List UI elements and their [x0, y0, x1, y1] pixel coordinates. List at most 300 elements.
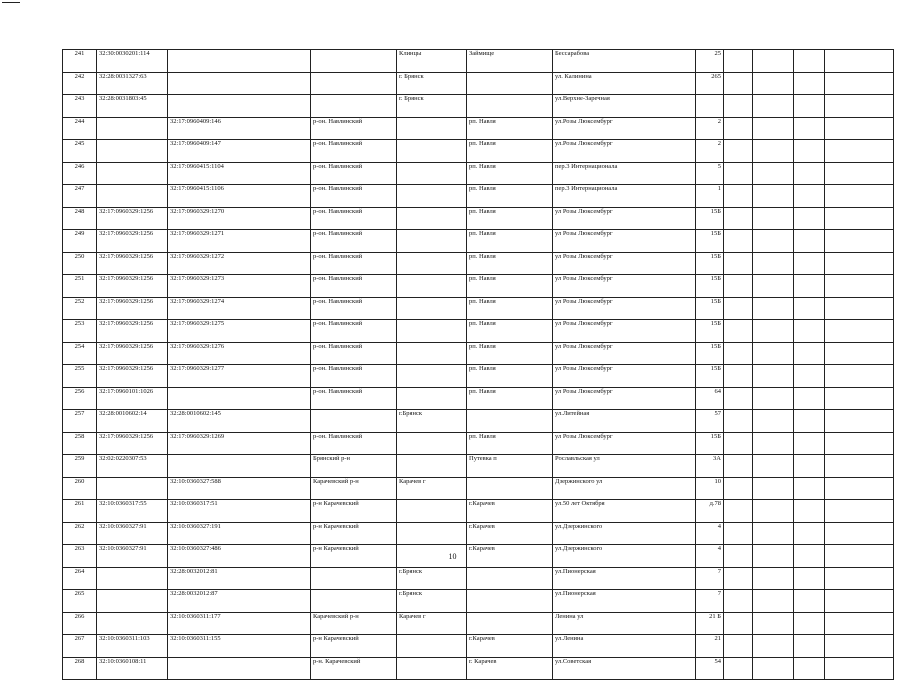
object-cadastral-number-cell: 32:17:0960329:1275: [168, 320, 311, 343]
table-row: [63, 590, 894, 613]
table-row: [63, 567, 894, 590]
empty-cell: [753, 500, 794, 523]
settlement-cell: рп. Навля: [467, 275, 553, 298]
empty-cell: [753, 207, 794, 230]
cadastral-number-cell: 32:28:0031803:45: [97, 95, 168, 118]
empty-cell: [794, 185, 825, 208]
empty-cell: [753, 230, 794, 253]
district-cell: р-н Карачевский: [311, 635, 397, 658]
table-row: [63, 72, 894, 95]
cadastral-number-cell: [97, 162, 168, 185]
district-cell: р-он. Навлинский: [311, 387, 397, 410]
settlement-cell: рп. Навля: [467, 230, 553, 253]
empty-cell: [825, 50, 894, 73]
table-row: [63, 185, 894, 208]
empty-cell: [825, 230, 894, 253]
object-cadastral-number-cell: 32:17:0960415:1106: [168, 185, 311, 208]
empty-cell: [794, 230, 825, 253]
row-number-cell: 267: [63, 635, 97, 658]
street-cell: ул Розы Люксембург: [553, 230, 696, 253]
object-cadastral-number-cell: 32:28:0010602:145: [168, 410, 311, 433]
city-cell: Карачев г: [397, 612, 467, 635]
empty-cell: [794, 477, 825, 500]
street-cell: пер.3 Интернационала: [553, 162, 696, 185]
city-cell: [397, 230, 467, 253]
empty-cell: [724, 72, 753, 95]
house-number-cell: 2: [696, 140, 724, 163]
city-cell: [397, 117, 467, 140]
city-cell: [397, 140, 467, 163]
page-number: 10: [448, 552, 457, 561]
empty-cell: [724, 387, 753, 410]
district-cell: р-н. Карачевский: [311, 657, 397, 680]
city-cell: [397, 522, 467, 545]
object-cadastral-number-cell: 32:10:0360311:177: [168, 612, 311, 635]
cadastral-number-cell: [97, 567, 168, 590]
empty-cell: [825, 410, 894, 433]
settlement-cell: рп. Навля: [467, 117, 553, 140]
table-row: [63, 297, 894, 320]
empty-cell: [794, 657, 825, 680]
table-row: [63, 455, 894, 478]
empty-cell: [724, 477, 753, 500]
object-cadastral-number-cell: [168, 95, 311, 118]
city-cell: [397, 275, 467, 298]
settlement-cell: рп. Навля: [467, 140, 553, 163]
street-cell: ул Розы Люксембург: [553, 275, 696, 298]
street-cell: Рославльская ул: [553, 455, 696, 478]
district-cell: р-он. Навлинский: [311, 252, 397, 275]
empty-cell: [724, 612, 753, 635]
city-cell: г. Брянск: [397, 72, 467, 95]
empty-cell: [724, 162, 753, 185]
empty-cell: [794, 455, 825, 478]
table-row: [63, 432, 894, 455]
empty-cell: [794, 612, 825, 635]
empty-cell: [753, 365, 794, 388]
district-cell: р-н Карачевский: [311, 500, 397, 523]
empty-cell: [794, 342, 825, 365]
cadastral-number-cell: 32:17:0960329:1256: [97, 342, 168, 365]
house-number-cell: 25: [696, 50, 724, 73]
house-number-cell: 265: [696, 72, 724, 95]
city-cell: Клинцы: [397, 50, 467, 73]
empty-cell: [753, 117, 794, 140]
empty-cell: [825, 477, 894, 500]
empty-cell: [794, 365, 825, 388]
district-cell: р-он. Навлинский: [311, 275, 397, 298]
cadastral-number-cell: 32:17:0960101:1026: [97, 387, 168, 410]
object-cadastral-number-cell: [168, 50, 311, 73]
row-number-cell: 255: [63, 365, 97, 388]
object-cadastral-number-cell: 32:17:0960415:1104: [168, 162, 311, 185]
empty-cell: [724, 275, 753, 298]
empty-cell: [724, 50, 753, 73]
empty-cell: [794, 72, 825, 95]
empty-cell: [825, 95, 894, 118]
empty-cell: [753, 72, 794, 95]
city-cell: [397, 635, 467, 658]
house-number-cell: 64: [696, 387, 724, 410]
scan-corner-mark: [2, 2, 20, 3]
house-number-cell: 1: [696, 185, 724, 208]
empty-cell: [825, 185, 894, 208]
house-number-cell: 3А: [696, 455, 724, 478]
cadastral-number-cell: [97, 117, 168, 140]
empty-cell: [753, 522, 794, 545]
row-number-cell: 264: [63, 567, 97, 590]
city-cell: [397, 320, 467, 343]
table-row: [63, 500, 894, 523]
city-cell: [397, 185, 467, 208]
house-number-cell: 15Б: [696, 432, 724, 455]
city-cell: [397, 500, 467, 523]
settlement-cell: [467, 477, 553, 500]
street-cell: ул.Дзержинского: [553, 522, 696, 545]
city-cell: [397, 387, 467, 410]
cadastral-number-cell: 32:28:0031327:63: [97, 72, 168, 95]
empty-cell: [724, 117, 753, 140]
empty-cell: [724, 297, 753, 320]
object-cadastral-number-cell: 32:17:0960409:147: [168, 140, 311, 163]
empty-cell: [825, 500, 894, 523]
table-row: [63, 140, 894, 163]
empty-cell: [825, 635, 894, 658]
table-row: [63, 365, 894, 388]
empty-cell: [794, 635, 825, 658]
empty-cell: [753, 140, 794, 163]
house-number-cell: 15Б: [696, 252, 724, 275]
house-number-cell: 7: [696, 590, 724, 613]
empty-cell: [753, 567, 794, 590]
street-cell: ул Розы Люксембург: [553, 387, 696, 410]
empty-cell: [825, 455, 894, 478]
row-number-cell: 258: [63, 432, 97, 455]
settlement-cell: г.Карачев: [467, 500, 553, 523]
empty-cell: [825, 342, 894, 365]
empty-cell: [794, 432, 825, 455]
district-cell: р-он. Навлинский: [311, 185, 397, 208]
city-cell: г.Брянск: [397, 590, 467, 613]
object-cadastral-number-cell: 32:10:0360327:191: [168, 522, 311, 545]
empty-cell: [794, 275, 825, 298]
empty-cell: [753, 275, 794, 298]
object-cadastral-number-cell: 32:17:0960409:146: [168, 117, 311, 140]
table-row: [63, 410, 894, 433]
row-number-cell: 261: [63, 500, 97, 523]
table-row: [63, 275, 894, 298]
empty-cell: [794, 410, 825, 433]
object-cadastral-number-cell: 32:17:0960329:1273: [168, 275, 311, 298]
settlement-cell: рп. Навля: [467, 185, 553, 208]
empty-cell: [825, 387, 894, 410]
row-number-cell: 250: [63, 252, 97, 275]
empty-cell: [825, 72, 894, 95]
house-number-cell: 15Б: [696, 320, 724, 343]
row-number-cell: 252: [63, 297, 97, 320]
empty-cell: [753, 185, 794, 208]
empty-cell: [794, 140, 825, 163]
city-cell: г.Брянск: [397, 567, 467, 590]
district-cell: р-он. Навлинский: [311, 117, 397, 140]
object-cadastral-number-cell: 32:10:0360311:155: [168, 635, 311, 658]
settlement-cell: Займище: [467, 50, 553, 73]
house-number-cell: 5: [696, 162, 724, 185]
house-number-cell: 10: [696, 477, 724, 500]
empty-cell: [794, 590, 825, 613]
table-row: [63, 252, 894, 275]
table-row: [63, 95, 894, 118]
object-cadastral-number-cell: 32:10:0360327:486: [168, 545, 311, 568]
object-cadastral-number-cell: 32:17:0960329:1269: [168, 432, 311, 455]
cadastral-number-cell: 32:02:0220307:53: [97, 455, 168, 478]
city-cell: [397, 252, 467, 275]
empty-cell: [753, 387, 794, 410]
empty-cell: [825, 162, 894, 185]
district-cell: [311, 72, 397, 95]
cadastral-number-cell: 32:10:0360327:91: [97, 522, 168, 545]
table-row: [63, 207, 894, 230]
house-number-cell: д.78: [696, 500, 724, 523]
table-row: [63, 342, 894, 365]
empty-cell: [724, 432, 753, 455]
row-number-cell: 262: [63, 522, 97, 545]
table-row: [63, 230, 894, 253]
settlement-cell: рп. Навля: [467, 252, 553, 275]
city-cell: Карачев г: [397, 477, 467, 500]
row-number-cell: 260: [63, 477, 97, 500]
object-cadastral-number-cell: [168, 455, 311, 478]
empty-cell: [724, 410, 753, 433]
street-cell: Ленина ул: [553, 612, 696, 635]
district-cell: р-он. Навлинский: [311, 342, 397, 365]
city-cell: [397, 365, 467, 388]
empty-cell: [724, 500, 753, 523]
cadastral-number-cell: [97, 477, 168, 500]
house-number-cell: 15Б: [696, 207, 724, 230]
settlement-cell: [467, 72, 553, 95]
empty-cell: [825, 432, 894, 455]
row-number-cell: 257: [63, 410, 97, 433]
street-cell: Дзержинского ул: [553, 477, 696, 500]
empty-cell: [724, 567, 753, 590]
empty-cell: [753, 162, 794, 185]
object-cadastral-number-cell: 32:28:0032012:87: [168, 590, 311, 613]
cadastral-number-cell: 32:17:0960329:1256: [97, 207, 168, 230]
settlement-cell: [467, 590, 553, 613]
object-cadastral-number-cell: 32:10:0360317:51: [168, 500, 311, 523]
house-number-cell: 15Б: [696, 342, 724, 365]
row-number-cell: 253: [63, 320, 97, 343]
street-cell: ул.50 лет Октября: [553, 500, 696, 523]
row-number-cell: 242: [63, 72, 97, 95]
row-number-cell: 265: [63, 590, 97, 613]
house-number-cell: 21 Б: [696, 612, 724, 635]
house-number-cell: 15Б: [696, 297, 724, 320]
empty-cell: [724, 365, 753, 388]
settlement-cell: [467, 567, 553, 590]
empty-cell: [724, 207, 753, 230]
street-cell: ул Розы Люксембург: [553, 365, 696, 388]
object-cadastral-number-cell: 32:17:0960329:1277: [168, 365, 311, 388]
empty-cell: [753, 410, 794, 433]
district-cell: р-он. Навлинский: [311, 140, 397, 163]
city-cell: [397, 455, 467, 478]
empty-cell: [724, 252, 753, 275]
city-cell: г. Брянск: [397, 95, 467, 118]
street-cell: ул Розы Люксембург: [553, 207, 696, 230]
object-cadastral-number-cell: 32:10:0360327:588: [168, 477, 311, 500]
object-cadastral-number-cell: [168, 72, 311, 95]
row-number-cell: 246: [63, 162, 97, 185]
object-cadastral-number-cell: 32:28:0032012:81: [168, 567, 311, 590]
empty-cell: [794, 522, 825, 545]
row-number-cell: 249: [63, 230, 97, 253]
street-cell: ул Розы Люксембург: [553, 252, 696, 275]
city-cell: [397, 297, 467, 320]
object-cadastral-number-cell: 32:17:0960329:1270: [168, 207, 311, 230]
house-number-cell: 15Б: [696, 275, 724, 298]
cadastral-number-cell: 32:17:0960329:1256: [97, 432, 168, 455]
district-cell: Карачевский р-н: [311, 477, 397, 500]
district-cell: р-он. Навлинский: [311, 207, 397, 230]
district-cell: [311, 590, 397, 613]
house-number-cell: 4: [696, 545, 724, 568]
house-number-cell: 54: [696, 657, 724, 680]
street-cell: ул.Пионерская: [553, 590, 696, 613]
cadastral-number-cell: 32:17:0960329:1256: [97, 297, 168, 320]
street-cell: ул.Ленина: [553, 635, 696, 658]
street-cell: ул.Верхне-Заречная: [553, 95, 696, 118]
table-row: [63, 387, 894, 410]
empty-cell: [825, 320, 894, 343]
empty-cell: [753, 252, 794, 275]
row-number-cell: 254: [63, 342, 97, 365]
empty-cell: [753, 590, 794, 613]
city-cell: [397, 342, 467, 365]
cadastral-number-cell: 32:17:0960329:1256: [97, 365, 168, 388]
row-number-cell: 266: [63, 612, 97, 635]
empty-cell: [724, 140, 753, 163]
cadastral-number-cell: 32:17:0960329:1256: [97, 275, 168, 298]
empty-cell: [825, 275, 894, 298]
street-cell: ул.Советская: [553, 657, 696, 680]
empty-cell: [794, 117, 825, 140]
cadastral-number-cell: [97, 140, 168, 163]
empty-cell: [724, 230, 753, 253]
empty-cell: [794, 207, 825, 230]
settlement-cell: рп. Навля: [467, 297, 553, 320]
empty-cell: [825, 612, 894, 635]
city-cell: [397, 432, 467, 455]
empty-cell: [724, 657, 753, 680]
settlement-cell: рп. Навля: [467, 365, 553, 388]
district-cell: р-он. Навлинский: [311, 162, 397, 185]
empty-cell: [825, 252, 894, 275]
empty-cell: [753, 432, 794, 455]
row-number-cell: 243: [63, 95, 97, 118]
table-row: [63, 612, 894, 635]
settlement-cell: рп. Навля: [467, 207, 553, 230]
empty-cell: [825, 297, 894, 320]
cadastral-number-cell: 32:10:0360317:55: [97, 500, 168, 523]
table-row: [63, 522, 894, 545]
district-cell: Брянский р-н: [311, 455, 397, 478]
city-cell: г.Брянск: [397, 410, 467, 433]
district-cell: р-он. Навлинский: [311, 230, 397, 253]
cadastral-number-cell: 32:28:0010602:14: [97, 410, 168, 433]
cadastral-number-cell: 32:17:0960329:1256: [97, 252, 168, 275]
house-number-cell: 4: [696, 522, 724, 545]
empty-cell: [753, 635, 794, 658]
table-row: [63, 117, 894, 140]
empty-cell: [753, 95, 794, 118]
empty-cell: [794, 95, 825, 118]
street-cell: ул.Пионерская: [553, 567, 696, 590]
empty-cell: [724, 185, 753, 208]
row-number-cell: 256: [63, 387, 97, 410]
settlement-cell: [467, 410, 553, 433]
cadastral-number-cell: [97, 612, 168, 635]
district-cell: р-он. Навлинский: [311, 320, 397, 343]
district-cell: [311, 410, 397, 433]
empty-cell: [724, 635, 753, 658]
empty-cell: [753, 342, 794, 365]
district-cell: р-н Карачевский: [311, 545, 397, 568]
street-cell: ул.Розы Люксембург: [553, 140, 696, 163]
object-cadastral-number-cell: [168, 657, 311, 680]
row-number-cell: 248: [63, 207, 97, 230]
cadastral-number-cell: [97, 590, 168, 613]
settlement-cell: рп. Навля: [467, 342, 553, 365]
empty-cell: [825, 117, 894, 140]
house-number-cell: [696, 95, 724, 118]
settlement-cell: г. Карачев: [467, 657, 553, 680]
settlement-cell: г.Карачев: [467, 635, 553, 658]
empty-cell: [753, 297, 794, 320]
cadastral-number-cell: 32:17:0960329:1256: [97, 320, 168, 343]
row-number-cell: 268: [63, 657, 97, 680]
district-cell: [311, 50, 397, 73]
street-cell: ул Розы Люксембург: [553, 320, 696, 343]
table-row: [63, 50, 894, 73]
empty-cell: [724, 455, 753, 478]
house-number-cell: 15Б: [696, 365, 724, 388]
empty-cell: [825, 207, 894, 230]
table-body: [63, 50, 894, 680]
row-number-cell: 245: [63, 140, 97, 163]
empty-cell: [794, 162, 825, 185]
row-number-cell: 263: [63, 545, 97, 568]
district-cell: р-он. Навлинский: [311, 432, 397, 455]
settlement-cell: рп. Навля: [467, 432, 553, 455]
cadastral-number-cell: 32:30:0030201:114: [97, 50, 168, 73]
object-cadastral-number-cell: 32:17:0960329:1276: [168, 342, 311, 365]
table-row: [63, 477, 894, 500]
house-number-cell: 7: [696, 567, 724, 590]
house-number-cell: 21: [696, 635, 724, 658]
object-cadastral-number-cell: 32:17:0960329:1272: [168, 252, 311, 275]
settlement-cell: Путевка п: [467, 455, 553, 478]
district-cell: р-н Карачевский: [311, 522, 397, 545]
empty-cell: [724, 590, 753, 613]
house-number-cell: 57: [696, 410, 724, 433]
empty-cell: [753, 612, 794, 635]
empty-cell: [794, 320, 825, 343]
district-cell: [311, 95, 397, 118]
city-cell: [397, 162, 467, 185]
empty-cell: [825, 140, 894, 163]
